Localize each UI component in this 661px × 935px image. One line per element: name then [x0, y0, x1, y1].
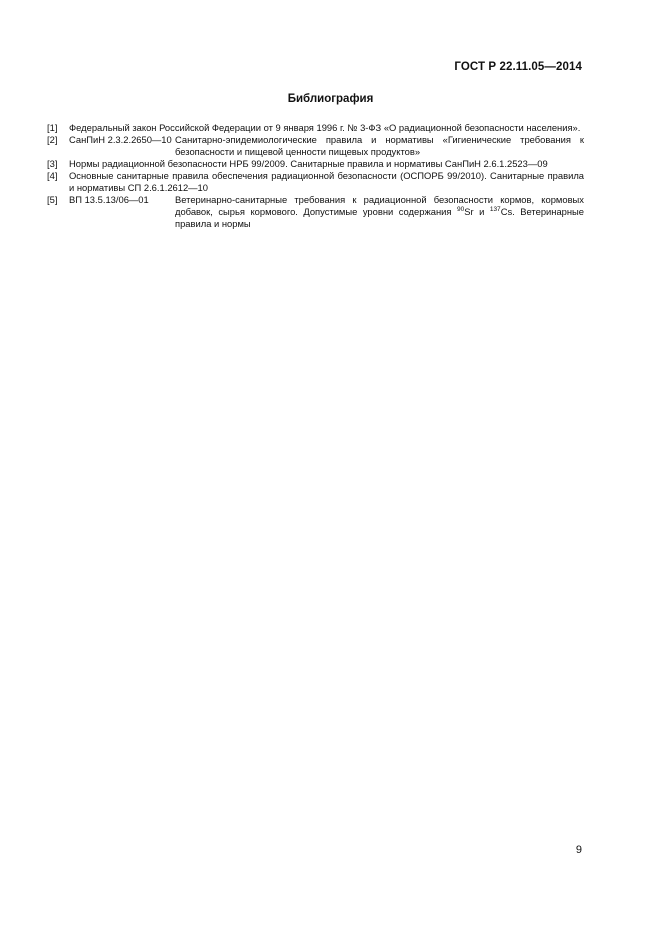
bibliography-item [47, 194, 584, 230]
isotope-symbol: Sr [464, 206, 474, 217]
reference-text [175, 194, 584, 230]
reference-number: [1] [47, 122, 58, 133]
conjunction: и [473, 206, 490, 217]
isotope-mass-number: 90 [456, 206, 465, 213]
reference-text: Федеральный закон Российской Федерации от 9 января 1996 г. № 3-ФЗ «О радиационной безопасности населения». [69, 122, 581, 133]
bibliography-item [47, 158, 584, 170]
reference-code: СанПиН 2.3.2.2650—10 [69, 134, 172, 145]
bibliography-item [47, 122, 584, 134]
reference-text-part: . Ветеринарные правила и нормы [175, 206, 585, 229]
page-number: 9 [575, 844, 582, 856]
reference-text: Нормы радиационной безопасности НРБ 99/2009. Санитарные правила и нормативы СанПиН 2.6.1.2523—09 [69, 158, 548, 169]
reference-body [69, 134, 584, 158]
isotope-symbol: Cs [500, 206, 513, 217]
bibliography-item [47, 170, 584, 194]
reference-number: [5] [47, 194, 58, 205]
page-title: Библиография [287, 93, 374, 105]
document-code: ГОСТ Р 22.11.05—2014 [454, 61, 582, 73]
bibliography-item [47, 134, 584, 158]
reference-text: Основные санитарные правила обеспечения радиационной безопасности (ОСПОРБ 99/2010). Санитарные правила и нормативы СП 2.6.1.2612—10 [69, 170, 584, 193]
reference-code: ВП 13.5.13/06—01 [69, 194, 149, 205]
reference-text-part: Ветеринарно-санитарные требования к радиационной безопасности кормов, кормовых добавок, сырья кормового. Допустимые уровни содержания [175, 194, 584, 217]
bibliography-list [47, 122, 584, 230]
reference-text: Санитарно-эпидемиологические правила и нормативы «Гигиенические требования к безопасности и пищевой ценности пищевых продуктов» [175, 134, 584, 157]
reference-number: [4] [47, 170, 58, 181]
isotope-mass-number: 137 [489, 206, 501, 213]
reference-number: [3] [47, 158, 58, 169]
reference-body [69, 194, 584, 230]
reference-number: [2] [47, 134, 58, 145]
